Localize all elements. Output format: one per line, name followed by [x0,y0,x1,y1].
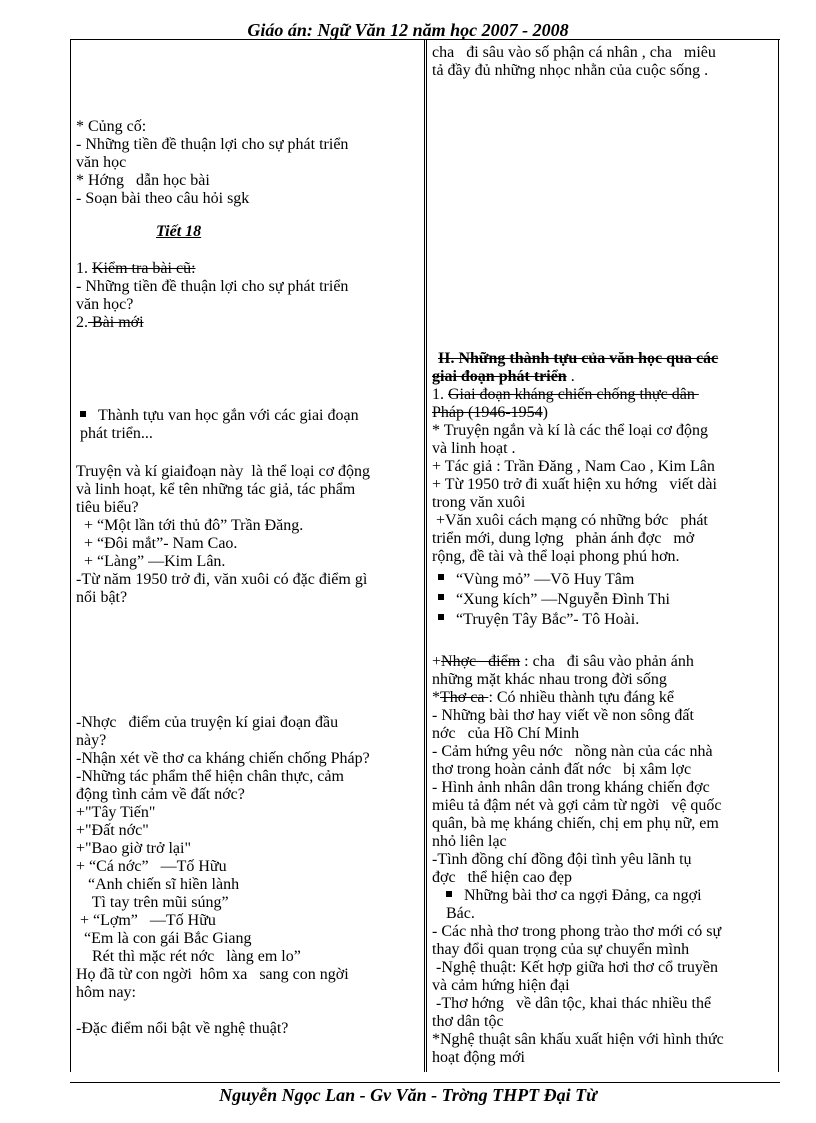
text-line: + “Một lần tới thủ đô” Trần Đăng. [76,517,304,534]
text-line: những mặt khác nhau trong đời sống [432,671,667,688]
thanh-tuu-block [80,407,420,443]
text-line: hoạt động mới [432,1049,525,1066]
text-line: động tình cảm về đất nớc? [76,786,245,803]
text: Những bài thơ ca ngợi Đảng, ca ngợi [464,887,702,904]
tiet-title: Tiết 18 [156,223,202,240]
right-border [778,40,779,1072]
text-line: + “Lợm” —Tố Hữu [76,912,216,929]
text-line: Tì tay trên mũi súng” [76,894,229,911]
section-2-heading-line2 [432,368,777,386]
text-line: miêu tả đậm nét và gợi cảm từ ngời vệ quốc [432,797,722,814]
section-2-heading: II. Những thành tựu của văn học qua các [438,350,719,367]
works-bullets [438,570,773,630]
text-line: - Soạn bài theo câu hỏi sgk [76,190,250,207]
text-line: và cảm hứng hiện đại [432,977,570,994]
bullet-line [80,407,420,425]
left-border [70,40,71,1072]
tiet-heading [156,223,201,241]
text-line: Họ đã từ con ngời hôm xa sang con ngời [76,966,349,983]
text-line: quân, bà mẹ kháng chiến, chị em phụ nữ, em [432,815,719,832]
text-line: -Nhận xét về thơ ca kháng chiến chống Pháp? [76,750,370,767]
text-line: văn học [76,154,127,171]
text-line: + Tác giả : Trần Đăng , Nam Cao , Kim Lân [432,458,715,475]
text-line: Rét thì mặc rét nớc làng em lo” [76,948,301,965]
text-line: thay đổi quan trọng của sự chuyển mình [432,941,690,958]
nhuoc-diem-heading: Nhợc điểm [441,653,521,670]
questions-block [76,714,421,1002]
text-line: +"Tây Tiến" [76,804,156,821]
bullet-icon [80,411,86,417]
text-line: - Những tiền đề thuận lợi cho sự phát triển [76,278,349,295]
tho-ca-line [432,689,777,707]
text-line: -Thơ hớng về dân tộc, khai thác nhiều thể [432,995,712,1012]
heading-text: giai đoạn phát triển [432,368,567,385]
right-bottom-block [432,653,777,1067]
nghe-thuat-block [76,1020,421,1038]
text-line: - Hình ảnh nhân dân trong kháng chiến đợc [432,779,710,796]
text-line: “Em là con gái Bắc Giang [76,930,252,947]
text-line: “Anh chiến sĩ hiền lành [76,876,240,893]
right-top-block [432,44,777,80]
huong-dan: * Hớng dẫn học bài [76,172,210,189]
text: : cha đi sâu vào phản ánh [520,653,694,670]
text-line: - Các nhà thơ trong phong trào thơ mới có sự [432,923,722,940]
bullet-line [438,570,773,590]
text-line: và linh hoạt . [432,440,516,457]
bullet-line [432,887,777,905]
text-line: + “Làng” —Kim Lân. [76,553,226,570]
text-line: + “Cá nớc” —Tố Hữu [76,858,227,875]
text-line: rộng, đề tài và thể loại phong phú hơn. [432,548,680,565]
text-line: *Nghệ thuật sân khấu xuất hiện với hình thức [432,1031,724,1048]
kiem-tra-heading: Kiểm tra bài cũ: [92,260,196,277]
text-line: -Những tác phẩm thể hiện chân thực, cảm [76,768,344,785]
column-divider [424,40,427,1072]
text-line: -Tình đồng chí đồng đội tình yêu lãnh tụ [432,851,692,868]
footer-rule [70,1082,780,1083]
text-line: -Nhợc điểm của truyện kí giai đoạn đầu [76,714,339,731]
num: 1. [432,386,448,403]
text-line: nớc của Hồ Chí Minh [432,725,580,742]
punct: ) [542,404,548,421]
cung-co: * Củng cố: [76,118,147,135]
bullet-line [438,610,773,630]
text: Thành tựu van học gắn với các giai đoạn [98,407,359,424]
text: “Xung kích” —Nguyễn Đình Thi [456,591,670,608]
text-line: này? [76,732,107,749]
text-line: * Truyện ngắn và kí là các thể loại cơ động [432,422,708,439]
text-line: Truyện và kí giaiđoạn này là thể loại cơ động [76,463,371,480]
bullet-icon [438,594,444,600]
bullet-icon [438,574,444,580]
prefix: * [432,689,440,706]
text-line: - Cảm hứng yêu nớc nồng nàn của các nhà [432,743,713,760]
bullet-icon [446,891,452,897]
text-line: +Văn xuôi cách mạng có những bớc phát [432,512,708,529]
bai-moi-heading: Bài mới [88,314,144,331]
text-line: phát triển... [80,425,153,442]
text-line: - Những tiền đề thuận lợi cho sự phát triển [76,136,349,153]
text-line: nhỏ liên lạc [432,833,507,850]
giai-doan-line [432,386,777,404]
kiem-tra-block [76,260,421,332]
text-line: và linh hoạt, kể tên những tác giả, tác phẩm [76,481,356,498]
text-line: - Những bài thơ hay viết về non sông đất [432,707,694,724]
text-line: cha đi sâu vào số phận cá nhân , cha miêu [432,44,716,61]
kiem-tra-line [76,260,421,278]
text-line: +"Đất nớc" [76,822,149,839]
page-footer: Nguyễn Ngọc Lan - Gv Văn - Trờng THPT Đại Từ [219,1085,597,1105]
bullet-icon [438,614,444,620]
truyen-block [76,463,421,607]
text-line: -Nghệ thuật: Kết hợp giữa hơi thơ cổ truyền [432,959,718,976]
text: : Có nhiều thành tựu đáng kể [488,689,674,706]
giai-doan-heading: Giai đoạn kháng chiến chống thực dân [448,386,699,403]
text-line: + “Đôi mắt”- Nam Cao. [76,535,238,552]
section-2-block [432,350,777,566]
text-line: trong văn xuôi [432,494,526,511]
bullet-line [438,590,773,610]
prefix: + [432,653,442,670]
text-line: Bác. [446,905,475,922]
text-line: triển mới, dung lợng phản ánh đợc mở [432,530,695,547]
text-line: đợc thể hiện cao đẹp [432,869,572,886]
text-line: nổi bật? [76,589,128,606]
text-line: + Từ 1950 trở đi xuất hiện xu hớng viết dài [432,476,717,493]
text: “Vùng mỏ” —Võ Huy Tâm [456,571,635,588]
text-line: -Đặc điểm nổi bật về nghệ thuật? [76,1020,289,1037]
punct: . [566,368,575,385]
text-line: hôm nay: [76,984,136,1001]
num: 2. [76,314,88,331]
text-line: -Từ năm 1950 trở đi, văn xuôi có đặc điểm gì [76,571,368,588]
giai-doan-years: Pháp (1946-1954 [432,404,543,421]
tho-ca-heading: Thơ ca [440,689,489,706]
bai-moi-line [76,314,421,332]
text-line: thơ trong hoàn cảnh đất nớc bị xâm lợc [432,761,692,778]
text: “Truyện Tây Bắc”- Tô Hoài. [456,611,640,628]
text-line: +"Bao giờ trở lại" [76,840,191,857]
num: 1. [76,260,92,277]
left-column [76,118,421,208]
page-header: Giáo án: Ngữ Văn 12 năm học 2007 - 2008 [247,20,569,40]
nhuoc-diem-line [432,653,777,671]
text-line: tả đầy đủ những nhọc nhằn của cuộc sống . [432,62,709,79]
text-line: văn học? [76,296,134,313]
giai-doan-line2 [432,404,777,422]
text-line: thơ dân tộc [432,1013,504,1030]
text-line: tiêu biểu? [76,499,139,516]
